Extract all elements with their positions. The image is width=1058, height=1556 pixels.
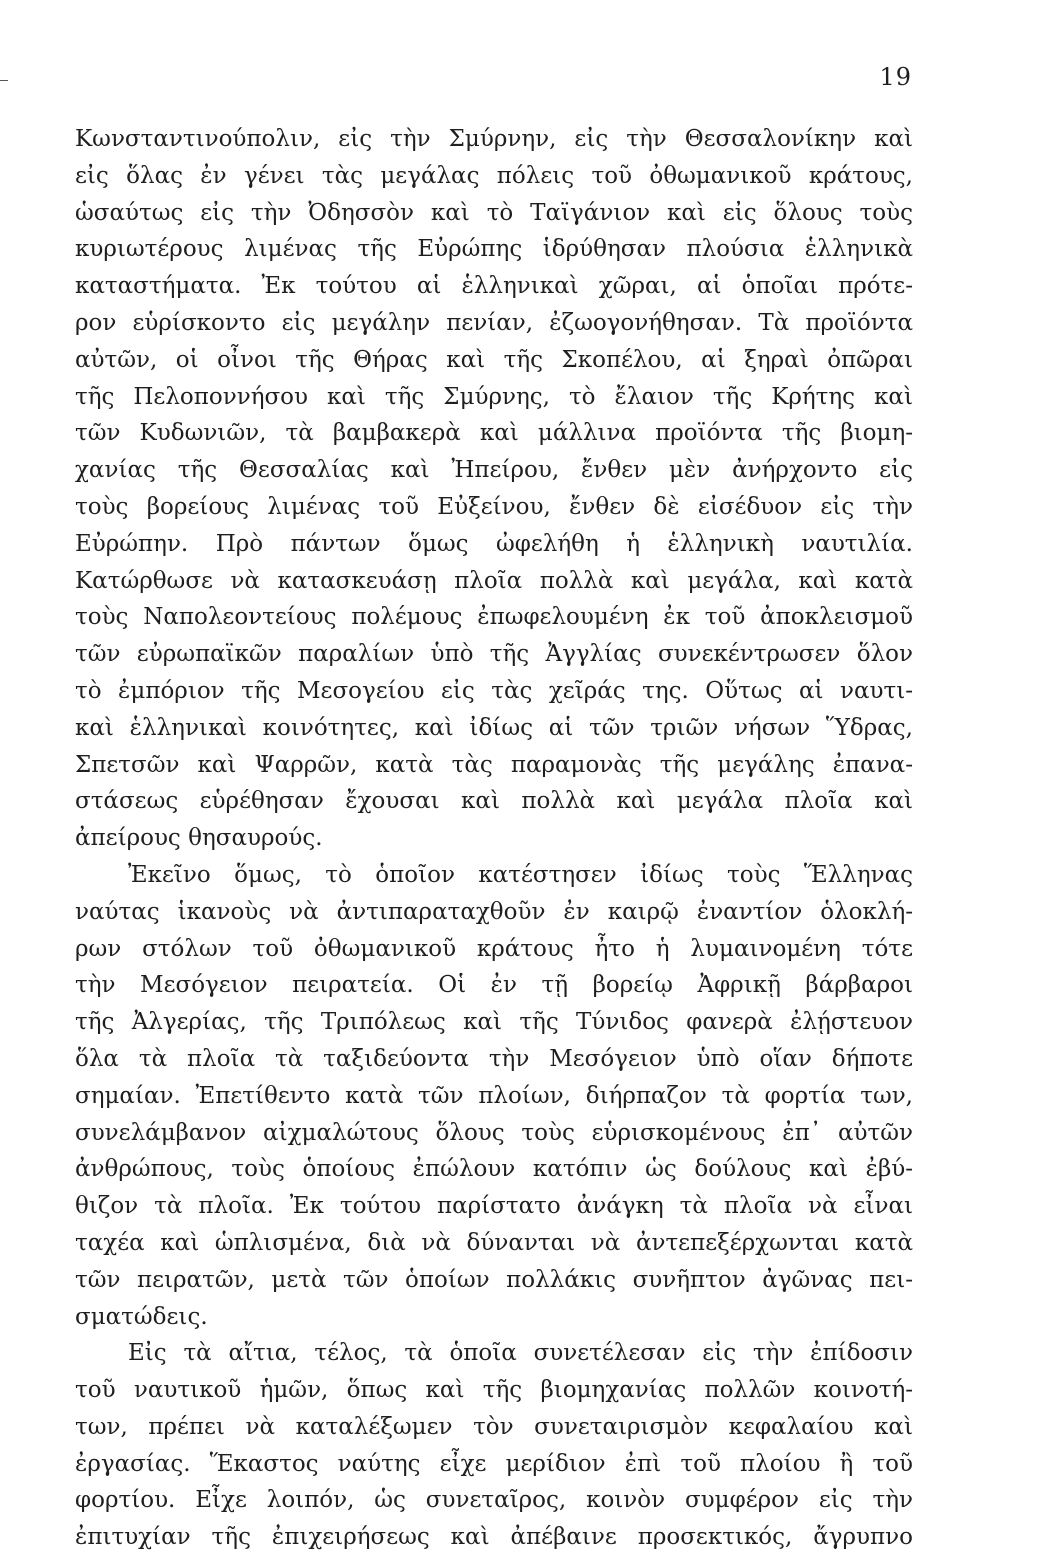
text-line: στάσεως εὑρέθησαν ἔχουσαι καὶ πολλὰ καὶ μεγάλα πλοῖα καὶ [75,788,913,815]
text-line: τῆς Ἀλγερίας, τῆς Τριπόλεως καὶ τῆς Τύνιδος φανερὰ ἐλῄστευον [75,1009,913,1036]
text-line: τῶν πειρατῶν, μετὰ τῶν ὁποίων πολλάκις συνῆπτον ἀγῶνας πει- [75,1266,913,1293]
text-line: ρων στόλων τοῦ ὀθωμανικοῦ κράτους ἦτο ἡ λυμαινομένη τότε [75,935,913,962]
body-text [75,121,913,1556]
text-line: κυριωτέρους λιμένας τῆς Εὐρώπης ἱδρύθησαν πλούσια ἑλληνικὰ [75,236,913,263]
margin-mark [0,80,8,81]
text-line: τῆς Πελοποννήσου καὶ τῆς Σμύρνης, τὸ ἔλαιον τῆς Κρήτης καὶ [75,383,913,410]
text-line: ἐπιτυχίαν τῆς ἐπιχειρήσεως καὶ ἀπέβαινε προσεκτικός, ἄγρυπνο [75,1524,913,1551]
text-line: ὅλα τὰ πλοῖα τὰ ταξιδεύοντα τὴν Μεσόγειον ὑπὸ οἵαν δήποτε [75,1045,913,1072]
text-line: τὸ ἐμπόριον τῆς Μεσογείου εἰς τὰς χεῖράς της. Οὕτως αἱ ναυτι- [75,677,913,704]
text-line: τοὺς Ναπολεοντείους πολέμους ἐπωφελουμένη ἐκ τοῦ ἀποκλεισμοῦ [75,604,913,631]
text-line: τοὺς βορείους λιμένας τοῦ Εὐξείνου, ἔνθεν δὲ εἰσέδυον εἰς τὴν [75,493,913,520]
text-line: Σπετσῶν καὶ Ψαρρῶν, κατὰ τὰς παραμονὰς τῆς μεγάλης ἐπανα- [75,751,913,778]
text-line: σματώδεις. [75,1303,208,1330]
text-line: Κωνσταντινούπολιν, εἰς τὴν Σμύρνην, εἰς τὴν Θεσσαλονίκην καὶ [75,126,913,152]
text-line: ὡσαύτως εἰς τὴν Ὀδησσὸν καὶ τὸ Ταϊγάνιον καὶ εἰς ὅλους τοὺς [75,199,913,226]
text-line: σημαίαν. Ἐπετίθεντο κατὰ τῶν πλοίων, διήρπαζον τὰ φορτία των, [75,1082,913,1109]
text-line: ἀνθρώπους, τοὺς ὁποίους ἐπώλουν κατόπιν ὡς δούλους καὶ ἐβύ- [75,1156,913,1183]
text-line: των, πρέπει νὰ καταλέξωμεν τὸν συνεταιρισμὸν κεφαλαίου καὶ [75,1413,913,1440]
paragraph-first-line: Ἐκεῖνο ὅμως, τὸ ὁποῖον κατέστησεν ἰδίως τοὺς Ἕλληνας [128,861,913,888]
text-line: αὐτῶν, οἱ οἶνοι τῆς Θήρας καὶ τῆς Σκοπέλου, αἱ ξηραὶ ὀπῶραι [75,346,913,373]
text-line: καὶ ἑλληνικαὶ κοινότητες, καὶ ἰδίως αἱ τῶν τριῶν νήσων Ὕδρας, [75,714,913,741]
text-line: τῶν εὐρωπαϊκῶν παραλίων ὑπὸ τῆς Ἀγγλίας συνεκέντρωσεν ὅλον [75,641,913,668]
text-line: ναύτας ἱκανοὺς νὰ ἀντιπαραταχθοῦν ἐν καιρῷ ἐναντίον ὁλοκλή- [75,898,913,925]
text-line: τοῦ ναυτικοῦ ἡμῶν, ὅπως καὶ τῆς βιομηχανίας πολλῶν κοινοτή- [75,1377,913,1404]
text-line: φορτίου. Εἶχε λοιπόν, ὡς συνεταῖρος, κοινὸν συμφέρον εἰς τὴν [75,1487,913,1514]
text-line: ταχέα καὶ ὡπλισμένα, διὰ νὰ δύνανται νὰ ἀντεπεξέρχωνται κατὰ [75,1229,913,1256]
text-line: Εὐρώπην. Πρὸ πάντων ὅμως ὠφελήθη ἡ ἑλληνικὴ ναυτιλία. [75,530,913,557]
text-line: εἰς ὅλας ἐν γένει τὰς μεγάλας πόλεις τοῦ ὀθωμανικοῦ κράτους, [75,162,913,189]
text-line: συνελάμβανον αἰχμαλώτους ὅλους τοὺς εὑρισκομένους ἐπ᾽ αὐτῶν [75,1119,913,1146]
page-number: 19 [879,63,912,91]
text-line: καταστήματα. Ἐκ τούτου αἱ ἑλληνικαὶ χῶραι, αἱ ὁποῖαι πρότε- [75,273,913,300]
text-line: τὴν Μεσόγειον πειρατεία. Οἱ ἐν τῇ βορείῳ Ἀφρικῇ βάρβαροι [75,972,913,999]
text-line: τῶν Κυδωνιῶν, τὰ βαμβακερὰ καὶ μάλλινα προϊόντα τῆς βιομη- [75,420,913,447]
text-line: ρον εὑρίσκοντο εἰς μεγάλην πενίαν, ἐζωογονήθησαν. Τὰ προϊόντα [75,309,913,336]
text-line: χανίας τῆς Θεσσαλίας καὶ Ἠπείρου, ἔνθεν μὲν ἀνήρχοντο εἰς [75,457,913,484]
text-line: Κατώρθωσε νὰ κατασκευάσῃ πλοῖα πολλὰ καὶ μεγάλα, καὶ κατὰ [75,567,913,594]
text-line: ἀπείρους θησαυρούς. [75,825,323,852]
text-line: θιζον τὰ πλοῖα. Ἐκ τούτου παρίστατο ἀνάγκη τὰ πλοῖα νὰ εἶναι [75,1193,913,1220]
text-line: ἐργασίας. Ἕκαστος ναύτης εἶχε μερίδιον ἐπὶ τοῦ πλοίου ἢ τοῦ [75,1450,913,1477]
paragraph-first-line: Εἰς τὰ αἴτια, τέλος, τὰ ὁποῖα συνετέλεσαν εἰς τὴν ἐπίδοσιν [128,1340,913,1367]
